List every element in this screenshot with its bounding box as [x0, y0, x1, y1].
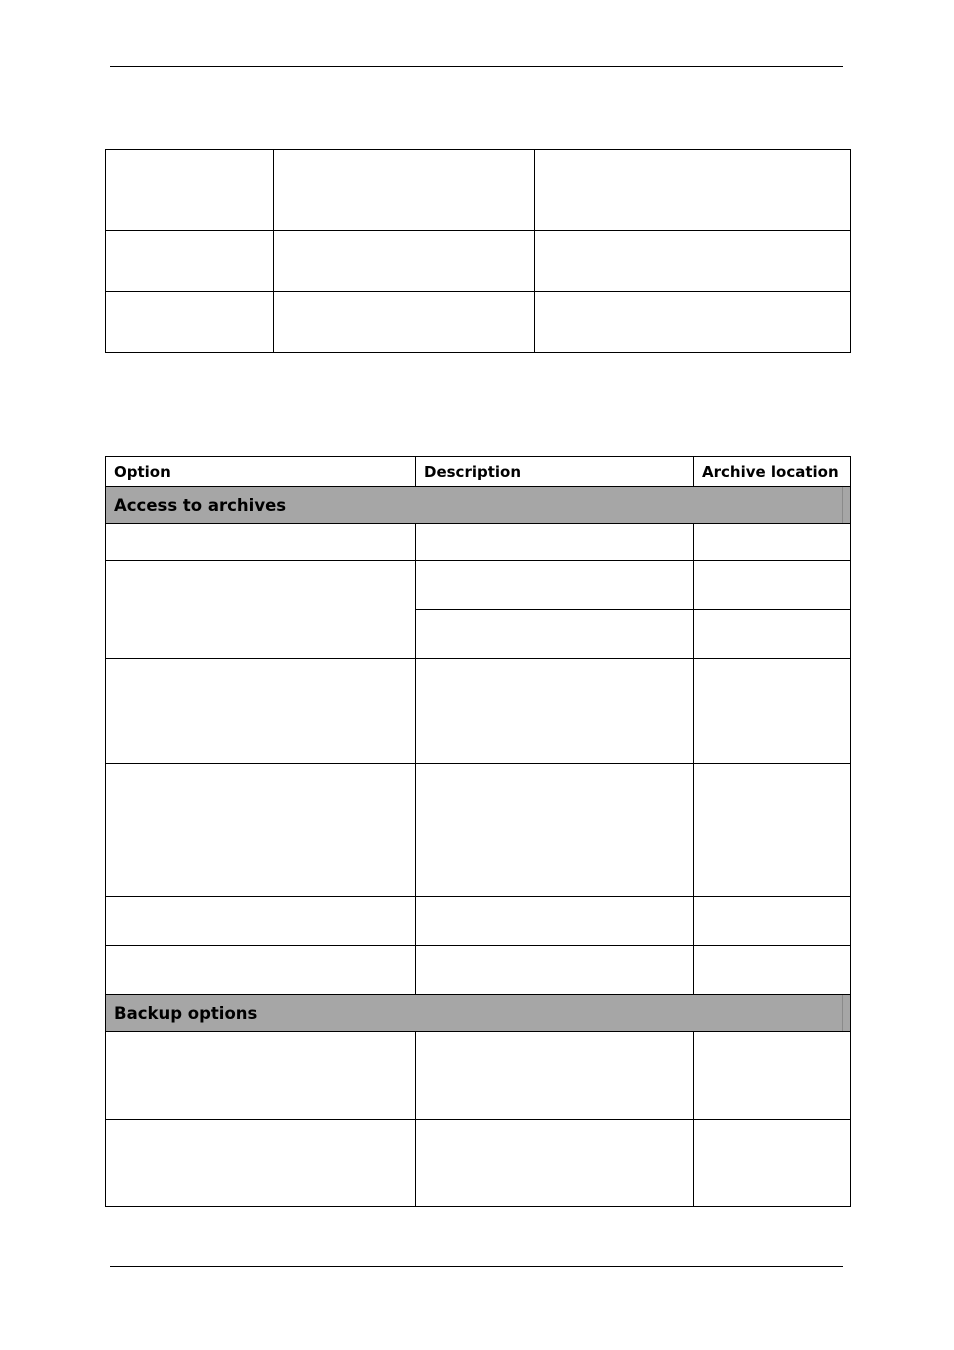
- table-cell: [694, 561, 851, 610]
- table-row: [106, 231, 851, 292]
- table-cell: [416, 610, 694, 659]
- table-cell: [416, 897, 694, 946]
- table-cell: [274, 150, 535, 231]
- table-cell: [106, 292, 274, 353]
- table-row: [106, 1120, 851, 1207]
- table-row: [106, 150, 851, 231]
- table-cell: [106, 764, 416, 897]
- table-cell: [694, 610, 851, 659]
- table-row: [106, 1032, 851, 1120]
- table-cell: [694, 524, 851, 561]
- table-cell: [106, 524, 416, 561]
- footer-rule: [110, 1266, 843, 1267]
- table-cell: [106, 1120, 416, 1207]
- section-heading-backup: Backup options: [106, 995, 851, 1032]
- table-row: [106, 764, 851, 897]
- table-cell: [694, 897, 851, 946]
- table-cell: [535, 150, 851, 231]
- table-row: [106, 561, 851, 610]
- table-cell: [106, 659, 416, 764]
- column-header-description: Description: [416, 457, 694, 487]
- table-row: [106, 897, 851, 946]
- table-cell: [535, 231, 851, 292]
- table-row: [106, 946, 851, 995]
- header-row: [106, 457, 851, 487]
- table-cell: [106, 946, 416, 995]
- table-row: [106, 524, 851, 561]
- table-cell: [416, 1032, 694, 1120]
- column-header-option: Option: [106, 457, 416, 487]
- table-cell: [694, 946, 851, 995]
- table-cell: [274, 292, 535, 353]
- table-cell: [694, 1032, 851, 1120]
- table-cell: [106, 231, 274, 292]
- table-cell: [694, 1120, 851, 1207]
- summary-table: [105, 149, 851, 353]
- table-cell: [106, 150, 274, 231]
- table-cell: [416, 561, 694, 610]
- table-cell: [416, 946, 694, 995]
- table-cell: [106, 561, 416, 659]
- section-row-backup: [106, 995, 851, 1032]
- table-cell: [694, 764, 851, 897]
- table-row: [106, 292, 851, 353]
- options-table: [105, 456, 851, 1207]
- table-cell: [535, 292, 851, 353]
- table-cell: [106, 897, 416, 946]
- table-cell: [416, 524, 694, 561]
- table-cell: [416, 659, 694, 764]
- table-row: [106, 659, 851, 764]
- table-cell: [106, 1032, 416, 1120]
- section-heading-access: Access to archives: [106, 487, 851, 524]
- column-header-archive-location: Archive location: [694, 457, 851, 487]
- table-cell: [416, 764, 694, 897]
- table-cell: [274, 231, 535, 292]
- table-cell: [694, 659, 851, 764]
- header-rule: [110, 66, 843, 67]
- table-cell: [416, 1120, 694, 1207]
- section-row-access: [106, 487, 851, 524]
